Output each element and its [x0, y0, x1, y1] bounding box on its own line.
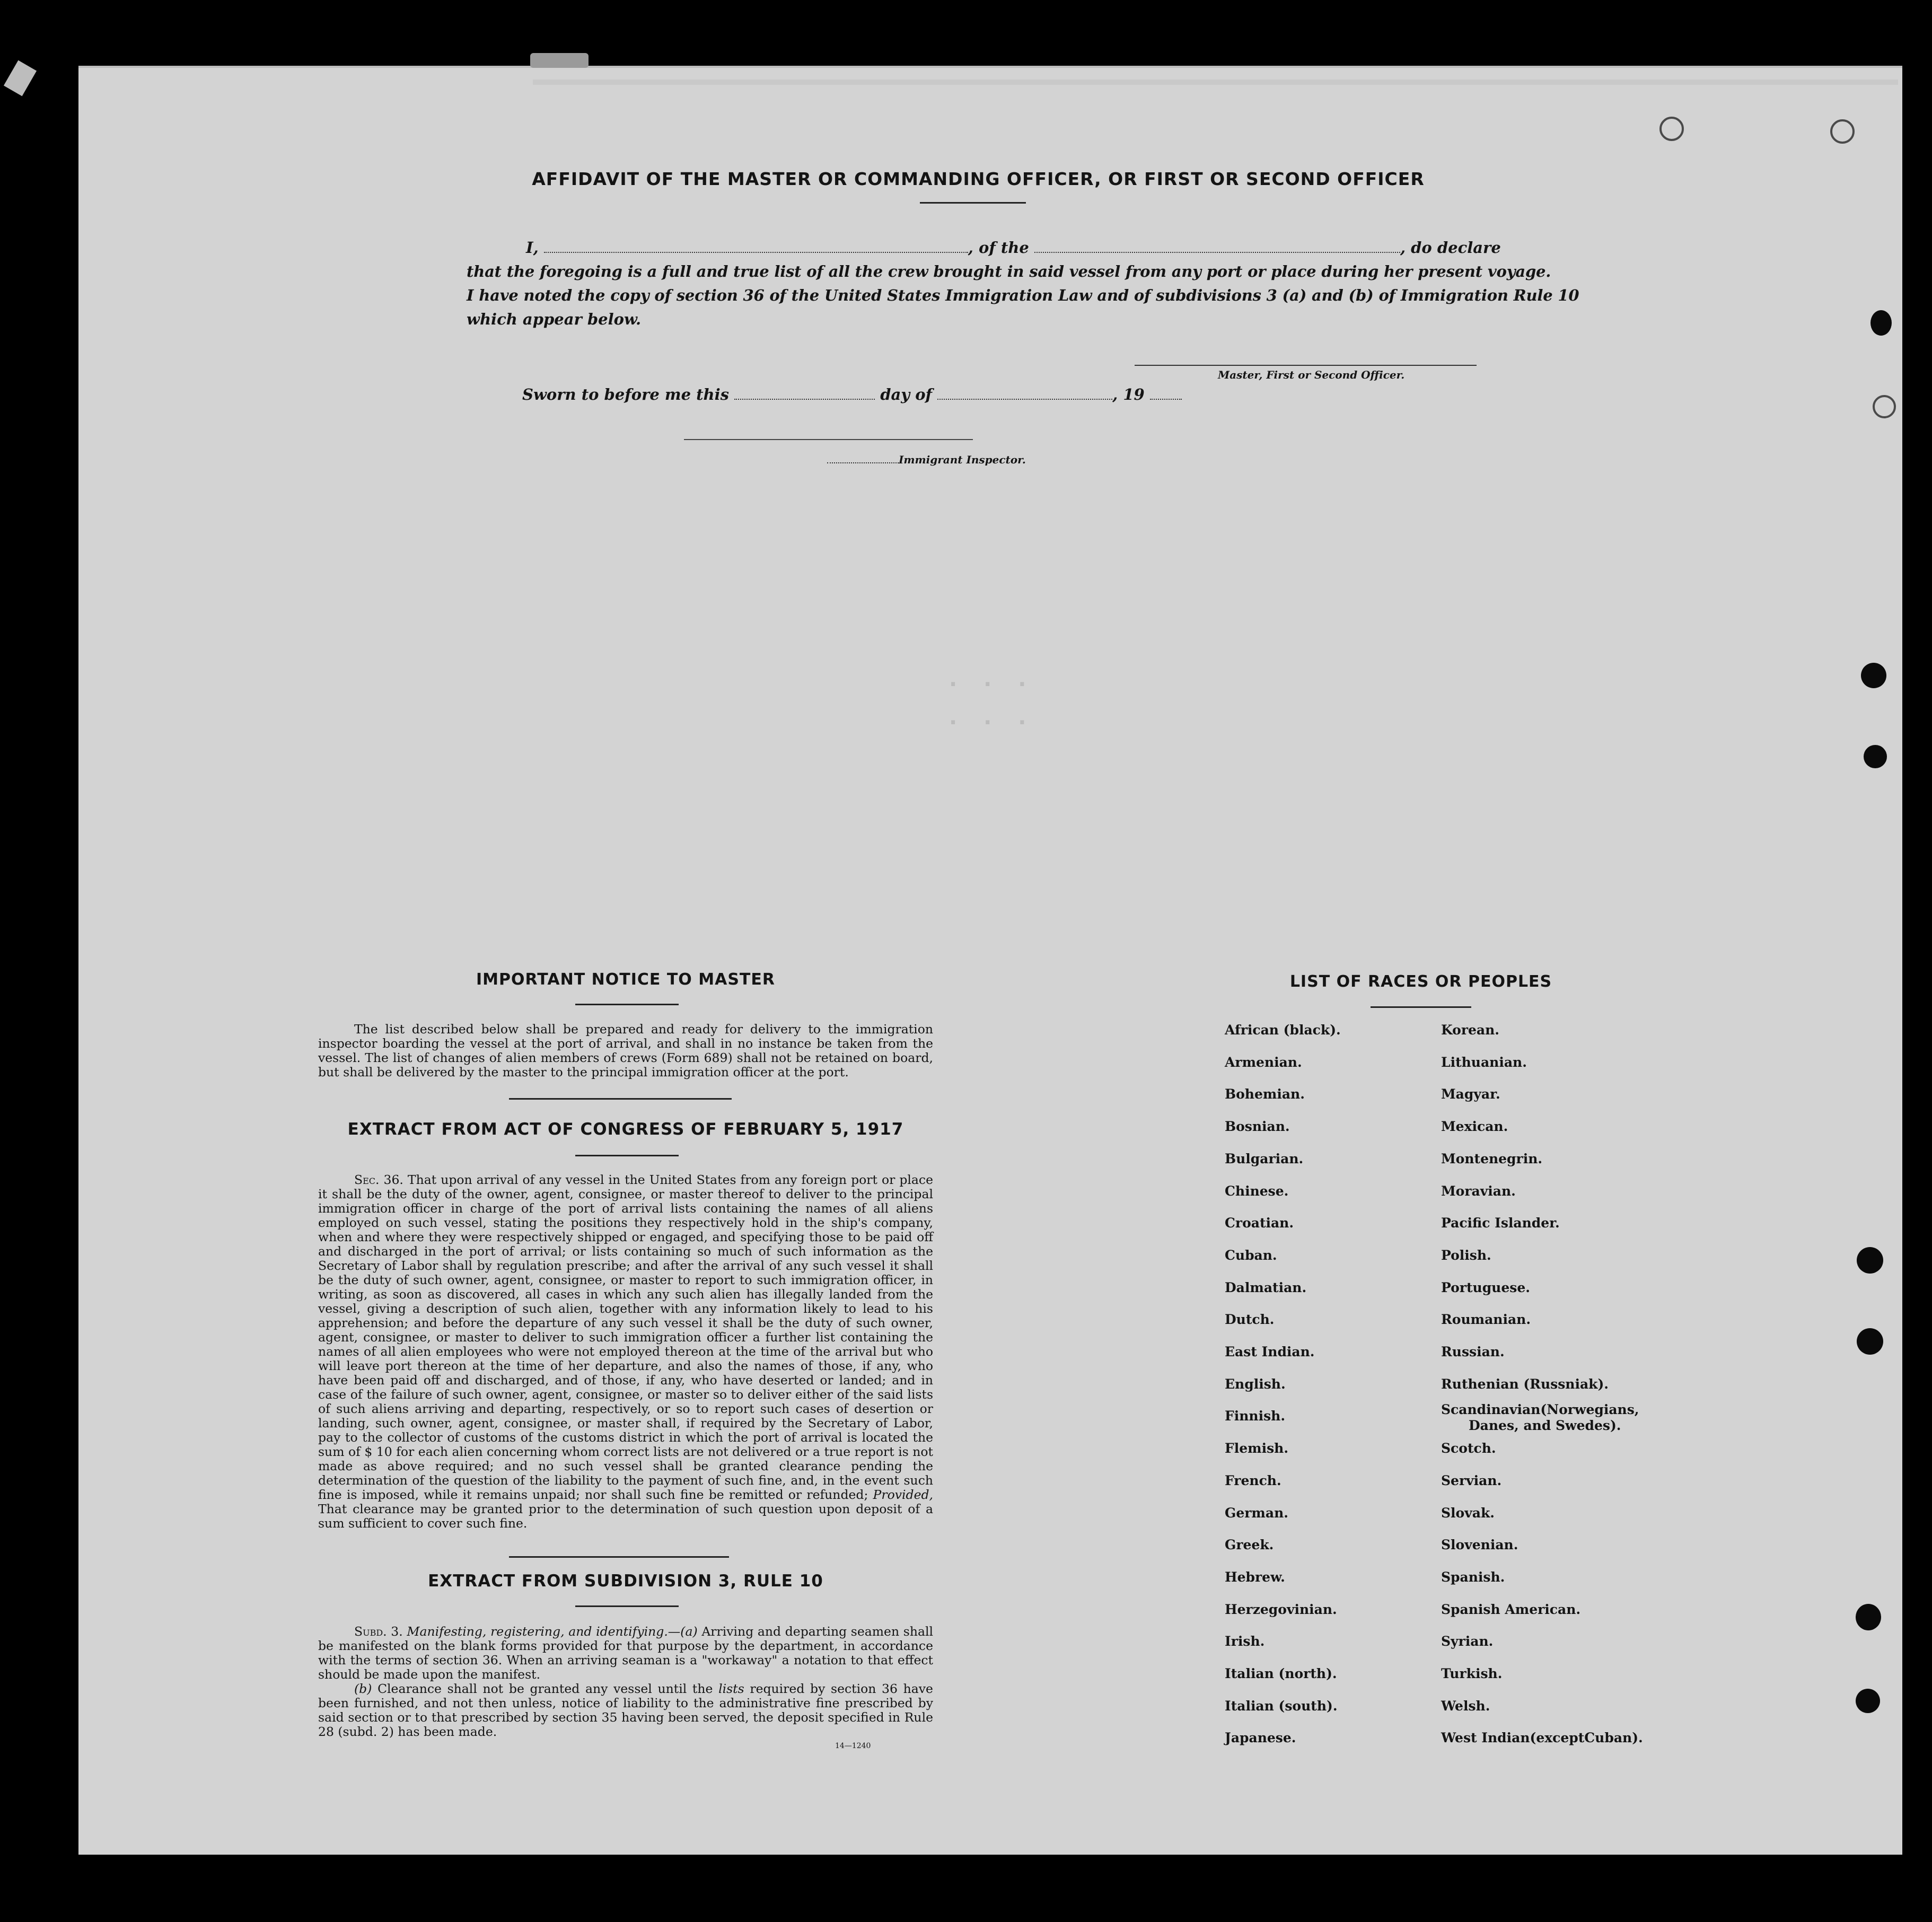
race-item: West Indian(exceptCuban). — [1441, 1730, 1643, 1746]
race-item: German. — [1225, 1505, 1288, 1521]
rule-text — [318, 1625, 933, 1739]
act-title: EXTRACT FROM ACT OF CONGRESS OF FEBRUARY 5, 1917 — [347, 1120, 904, 1139]
affidavit-line-4: which appear below. — [467, 310, 642, 328]
punch-hole — [1873, 395, 1896, 418]
notice-text — [318, 1022, 933, 1080]
race-item: Scandinavian(Norwegians, — [1441, 1402, 1639, 1418]
notice-title-rule — [575, 1004, 679, 1005]
race-item: Spanish. — [1441, 1569, 1505, 1585]
rule-text-b1: Clearance shall not be granted any vessel until the — [377, 1681, 713, 1696]
affidavit-body — [467, 236, 1579, 331]
race-item: Italian (south). — [1225, 1698, 1338, 1714]
punch-hole — [1857, 1247, 1883, 1274]
rule-heading: Manifesting, registering, and identifying.—(a) — [407, 1624, 698, 1639]
rule-title-rule — [575, 1605, 679, 1607]
punch-hole — [1830, 119, 1855, 144]
form-number: 14—1240 — [835, 1742, 871, 1750]
sworn-day-field[interactable] — [734, 387, 875, 400]
race-item: Lithuanian. — [1441, 1054, 1527, 1070]
race-item: Bohemian. — [1225, 1086, 1305, 1102]
day-of-label: day of — [880, 385, 933, 403]
race-item: Spanish American. — [1441, 1601, 1581, 1617]
rule-subd-label: Subd. 3. — [354, 1624, 403, 1639]
race-item: East Indian. — [1225, 1344, 1315, 1359]
race-item: Moravian. — [1441, 1183, 1516, 1199]
act-provided: Provided, — [873, 1487, 933, 1502]
inspector-label-text: Immigrant Inspector. — [899, 453, 1026, 466]
race-item-continuation: Danes, and Swedes). — [1469, 1418, 1621, 1434]
punch-hole — [1857, 1328, 1883, 1355]
scan-speck — [530, 53, 589, 68]
race-item: Mexican. — [1441, 1119, 1508, 1135]
race-item: Cuban. — [1225, 1247, 1277, 1263]
rule-paragraph-a — [318, 1625, 933, 1682]
race-item: Japanese. — [1225, 1730, 1296, 1746]
races-title-rule — [1371, 1006, 1471, 1008]
master-signature-label: Master, First or Second Officer. — [1218, 368, 1405, 381]
race-item: Bulgarian. — [1225, 1151, 1304, 1166]
act-text-before: That upon arrival of any vessel in the United States from any foreign port or place it shall be the duty of the owner, agent, consignee, or master thereof to deliver to the principal immigration officer in charge of the port of arrival lists containing the names of all aliens employed on such vessel, stating the positions they respectively hold in the ship's company, when and where they were respectively shipped or engaged, and specifying those to be paid off and discharged in the port of arrival; or lists containing so much of such information as the Secretary of Labor shall by regulation prescribe; and after the arrival of any such vessel it shall be the duty of such owner, agent, consignee, or master to report to such immigration officer, in writing, as soon as discovered, all cases in which any such alien has illegally landed from the vessel, giving a description of such alien, together with any information likely to lead to his apprehension; and before the departure of any such vessel it shall be the duty of such owner, agent, consignee, or master to deliver to such immigration officer a further list containing the names of all alien employees who were not employed thereon at the time of the arrival but who will leave port thereon at the time of her departure, and also the names of those, if any, who have been paid off and discharged, and of those, if any, who have deserted or landed; and in case of the failure of such owner, agent, consignee, or master so to deliver either of the said lists of such aliens arriving and departing, respectively, or so to report such cases of desertion or landing, such owner, agent, consignee, or master shall, if required by the Secretary of Labor, pay to the collector of customs of the customs district in which the port of arrival is located the sum of $ 10 for each alien concerning whom correct lists are not delivered or a true report is not made as above required; and no such vessel shall be granted clearance pending the determination of the question of the liability to the payment of such fine, and, in the event such fine is imposed, while it remains unpaid; nor shall such fine be remitted or refunded; — [318, 1172, 933, 1502]
inspector-dots — [827, 456, 899, 463]
race-item: English. — [1225, 1376, 1286, 1392]
race-item: Herzegovinian. — [1225, 1601, 1337, 1617]
rule-lists-word: lists — [718, 1681, 744, 1696]
race-item: Hebrew. — [1225, 1569, 1285, 1585]
rule-text-a: Arriving and departing seamen shall be manifested on the blank forms provided for that purpose by the department, in accordance with the terms of section 36. When an arriving seaman is a "workaway" a notation to that effect should be made upon the manifest. — [318, 1624, 933, 1682]
vessel-name-field[interactable] — [1034, 240, 1400, 253]
sworn-year-field[interactable] — [1150, 387, 1182, 400]
affidavit-title-rule — [920, 202, 1026, 204]
race-item: Pacific Islander. — [1441, 1215, 1560, 1231]
act-text-after: That clearance may be granted prior to the determination of such question upon deposit of a sum sufficient to cover such fine. — [318, 1502, 933, 1531]
race-item: Bosnian. — [1225, 1119, 1290, 1135]
affidavit-do-declare: , do declare — [1400, 239, 1501, 257]
race-item: Scotch. — [1441, 1441, 1496, 1456]
rule-text-b2: required by section 36 have been furnished, and not then unless, notice of liability to the administrative fine prescribed by said section or to that prescribed by section 35 having been served, the deposit specified in Rule 28 (subd. 2) has been made. — [318, 1681, 933, 1739]
affidavit-line-1 — [467, 236, 1501, 260]
race-item: Polish. — [1441, 1247, 1491, 1263]
affidavit-line-2: that the foregoing is a full and true list of all the crew brought in said vessel from any port or place during her present voyage. — [467, 262, 1551, 280]
page-top-edge — [533, 80, 1898, 85]
notice-title: IMPORTANT NOTICE TO MASTER — [476, 970, 775, 989]
affidavit-title: AFFIDAVIT OF THE MASTER OR COMMANDING OFFICER, OR FIRST OR SECOND OFFICER — [532, 169, 1425, 189]
race-item: Syrian. — [1441, 1634, 1494, 1649]
punch-hole — [1861, 663, 1886, 688]
scan-speck — [4, 60, 37, 96]
race-item: Slovak. — [1441, 1505, 1495, 1521]
race-item: Flemish. — [1225, 1441, 1289, 1456]
race-item: Montenegrin. — [1441, 1151, 1543, 1166]
rule-b-label: (b) — [354, 1681, 372, 1696]
inspector-label — [827, 453, 1026, 466]
affidavit-of-the: , of the — [968, 239, 1029, 257]
punch-hole — [1856, 1689, 1880, 1713]
race-item: Ruthenian (Russniak). — [1441, 1376, 1609, 1392]
master-name-field[interactable] — [544, 240, 968, 253]
bleed-through-text: . . . — [949, 667, 1036, 691]
sworn-label: Sworn to before me this — [522, 385, 729, 403]
punch-hole — [1659, 117, 1684, 141]
punch-hole — [1864, 745, 1887, 768]
act-divider — [509, 1556, 729, 1558]
race-item: Portuguese. — [1441, 1279, 1530, 1295]
race-item: Italian (north). — [1225, 1666, 1337, 1681]
affidavit-line-3: I have noted the copy of section 36 of the United States Immigration Law and of subdivisions 3 (a) and (b) of Immigration Rule 10 — [467, 286, 1579, 304]
inspector-signature-line[interactable] — [684, 439, 973, 440]
master-signature-line[interactable] — [1135, 365, 1477, 366]
punch-hole — [1856, 1604, 1881, 1630]
race-item: Servian. — [1441, 1472, 1502, 1488]
race-item: French. — [1225, 1472, 1281, 1488]
bleed-through-text: . . . — [949, 705, 1036, 730]
punch-hole — [1870, 310, 1892, 336]
notice-divider — [509, 1098, 732, 1100]
race-item: Roumanian. — [1441, 1312, 1531, 1328]
race-item: Slovenian. — [1441, 1537, 1518, 1553]
affidavit-i: I, — [526, 239, 539, 257]
race-item: Welsh. — [1441, 1698, 1490, 1714]
race-item: Dutch. — [1225, 1312, 1275, 1328]
race-item: Armenian. — [1225, 1054, 1302, 1070]
race-item: Turkish. — [1441, 1666, 1503, 1681]
race-item: Finnish. — [1225, 1408, 1286, 1424]
rule-paragraph-b — [318, 1682, 933, 1739]
rule-title: EXTRACT FROM SUBDIVISION 3, RULE 10 — [428, 1572, 823, 1591]
year-prefix-label: , 19 — [1112, 385, 1145, 403]
races-title: LIST OF RACES OR PEOPLES — [1289, 972, 1552, 991]
act-section-label: Sec. 36. — [354, 1172, 403, 1187]
race-item: Korean. — [1441, 1022, 1500, 1038]
race-item: African (black). — [1225, 1022, 1341, 1038]
race-item: Greek. — [1225, 1537, 1274, 1553]
notice-text-body: The list described below shall be prepared and ready for delivery to the immigration inspector boarding the vessel at the port of arrival, and shall in no instance be taken from the vessel. The list of changes of alien members of crews (Form 689) shall not be retained on board, but shall be delivered by the master to the principal immigration officer at the port. — [318, 1022, 933, 1080]
race-item: Croatian. — [1225, 1215, 1294, 1231]
act-title-rule — [575, 1155, 679, 1156]
sworn-month-field[interactable] — [937, 387, 1112, 400]
race-item: Dalmatian. — [1225, 1279, 1307, 1295]
race-item: Russian. — [1441, 1344, 1505, 1359]
act-text — [318, 1173, 933, 1531]
race-item: Irish. — [1225, 1634, 1265, 1649]
race-item: Magyar. — [1441, 1086, 1500, 1102]
sworn-line — [522, 383, 1182, 407]
race-item: Chinese. — [1225, 1183, 1289, 1199]
